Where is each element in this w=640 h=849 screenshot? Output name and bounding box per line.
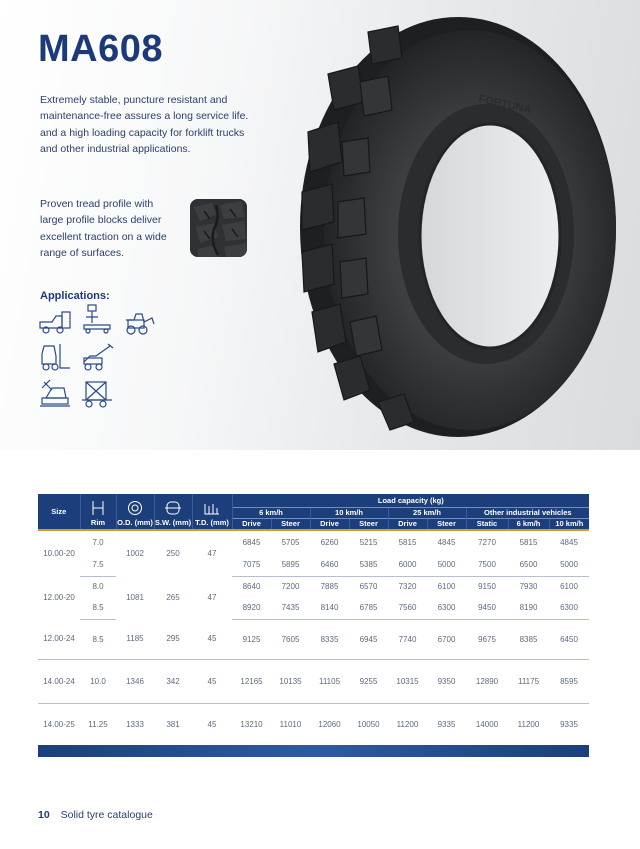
sw-cell: 381 (166, 719, 180, 729)
value-cell: 10315 (388, 659, 427, 703)
value-cell: 9335 (560, 719, 578, 729)
td-cell: 47 (207, 593, 217, 602)
col-sw-header (154, 494, 192, 529)
steer-header: Steer (271, 518, 310, 529)
drive-header: Drive (388, 518, 427, 529)
value-cell: 7500 (466, 553, 508, 576)
table-row (38, 659, 589, 703)
speed-6-header: 6 km/h (232, 507, 310, 518)
od-cell: 1185 (116, 619, 154, 659)
static-header: Static (466, 518, 508, 529)
value-cell: 8920 (232, 597, 271, 619)
tyre-image (298, 12, 628, 442)
page-number: 10 (38, 809, 50, 821)
size-cell: 10.00-20 (43, 549, 75, 558)
intro-line: Extremely stable, puncture resistant and (40, 94, 228, 106)
value-cell: 5705 (281, 537, 300, 547)
td-cell: 45 (192, 619, 232, 659)
value-cell: 5895 (271, 553, 310, 576)
size-cell: 14.00-24 (38, 659, 80, 703)
speed-10-header: 10 km/h (310, 507, 388, 518)
feature-line: excellent traction on a wide (40, 230, 167, 243)
td-cell: 47 (207, 549, 217, 558)
value-cell: 5815 (519, 537, 538, 547)
table-row (38, 619, 589, 659)
value-cell: 5215 (359, 537, 378, 547)
value-cell: 7075 (232, 553, 271, 576)
value-cell: 5815 (398, 537, 417, 547)
table-row (38, 703, 589, 745)
value-cell: 6100 (437, 582, 456, 592)
tow-tractor-icon (38, 306, 72, 338)
intro-line: maintenance-free assures a long service life. (40, 110, 249, 123)
value-cell: 6100 (560, 582, 578, 592)
steer-header: Steer (427, 518, 466, 529)
value-cell: 6300 (427, 597, 466, 619)
other-vehicles-header: Other industrial vehicles (466, 507, 589, 518)
value-cell: 13210 (240, 719, 263, 729)
speed-25-header: 25 km/h (388, 507, 466, 518)
forklift-icon (38, 342, 72, 374)
value-cell: 7435 (271, 597, 310, 619)
value-cell: 6260 (320, 537, 339, 547)
rim-cell: 10.0 (80, 659, 116, 703)
intro-line: and other industrial applications. (40, 142, 191, 155)
td-cell: 45 (192, 659, 232, 703)
tread-detail-image (190, 199, 247, 257)
value-cell: 9350 (427, 659, 466, 703)
value-cell: 4845 (437, 537, 456, 547)
table-footer-bar (38, 745, 589, 757)
sw-label: S.W. (mm) (154, 518, 192, 527)
intro-line: and a high loading capacity for forklift trucks (40, 126, 245, 139)
od-cell: 1002 (126, 549, 144, 558)
table-row (38, 576, 589, 597)
value-cell: 8335 (310, 619, 349, 659)
od-cell: 1346 (116, 659, 154, 703)
value-cell: 11010 (279, 719, 302, 729)
value-cell: 9150 (478, 582, 496, 592)
td-cell: 45 (207, 719, 217, 729)
value-cell: 8640 (242, 582, 261, 592)
load-capacity-header: Load capacity (kg) (232, 494, 589, 507)
value-cell: 12165 (232, 659, 271, 703)
sw-cell: 265 (166, 593, 180, 602)
value-cell: 6450 (549, 619, 589, 659)
od-cell: 1333 (126, 719, 144, 729)
rim-cell: 8.5 (80, 597, 116, 619)
rim-cell: 11.25 (88, 719, 108, 729)
steer-header: Steer (349, 518, 388, 529)
outer-diameter-icon (127, 500, 143, 516)
value-cell: 9255 (349, 659, 388, 703)
col-rim-header (80, 494, 116, 529)
table-row (38, 531, 589, 553)
value-cell: 7200 (281, 582, 300, 592)
value-cell: 8190 (508, 597, 549, 619)
feature-line: large profile blocks deliver (40, 214, 162, 227)
value-cell: 7885 (320, 582, 339, 592)
tread-feature-text (40, 196, 190, 261)
load-capacity-table (38, 494, 589, 757)
od-label: O.D. (mm) (117, 518, 153, 527)
section-width-icon (164, 500, 182, 516)
rim-cell: 8.5 (80, 619, 116, 659)
sw-cell: 295 (154, 619, 192, 659)
value-cell: 5385 (349, 553, 388, 576)
drive-header: Drive (232, 518, 271, 529)
tread-depth-icon (203, 500, 221, 516)
aerial-work-platform-icon (80, 303, 114, 335)
value-cell: 14000 (475, 719, 499, 729)
td-label: T.D. (mm) (195, 518, 229, 527)
tyre-brand-text: FORTUNA (477, 93, 533, 117)
drive-header: Drive (310, 518, 349, 529)
value-cell: 11105 (310, 659, 349, 703)
value-cell: 7740 (388, 619, 427, 659)
value-cell: 10135 (271, 659, 310, 703)
value-cell: 6500 (508, 553, 549, 576)
rim-label: Rim (90, 518, 106, 527)
rim-cell: 7.5 (80, 553, 116, 576)
size-cell: 12.00-24 (38, 619, 80, 659)
value-cell: 6300 (549, 597, 589, 619)
col-size-header: Size (38, 494, 80, 529)
value-cell: 6845 (242, 537, 261, 547)
telehandler-icon (80, 342, 114, 374)
other-6-header: 6 km/h (508, 518, 549, 529)
feature-line: Proven tread profile with (40, 198, 154, 210)
value-cell: 6460 (310, 553, 349, 576)
value-cell: 9675 (466, 619, 508, 659)
value-cell: 9125 (232, 619, 271, 659)
od-cell: 1081 (126, 593, 144, 602)
value-cell: 11200 (517, 719, 540, 729)
rim-icon (90, 500, 106, 516)
value-cell: 6700 (427, 619, 466, 659)
rim-cell: 8.0 (92, 582, 104, 592)
value-cell: 10050 (357, 719, 380, 729)
value-cell: 9450 (466, 597, 508, 619)
value-cell: 6945 (349, 619, 388, 659)
wheel-loader-icon (122, 306, 156, 338)
applications-title: Applications: (40, 290, 110, 302)
sweeper-icon (38, 378, 72, 410)
value-cell: 8140 (310, 597, 349, 619)
value-cell: 7560 (388, 597, 427, 619)
other-10-header: 10 km/h (549, 518, 589, 529)
value-cell: 7605 (271, 619, 310, 659)
page-footer (38, 809, 153, 821)
value-cell: 7930 (519, 582, 538, 592)
size-cell: 12.00-20 (43, 593, 75, 602)
value-cell: 6570 (359, 582, 378, 592)
catalogue-title: Solid tyre catalogue (60, 809, 153, 821)
value-cell: 12060 (318, 719, 341, 729)
value-cell: 5000 (549, 553, 589, 576)
feature-line: range of surfaces. (40, 246, 125, 259)
value-cell: 11200 (396, 719, 419, 729)
value-cell: 12890 (466, 659, 508, 703)
value-cell: 8385 (508, 619, 549, 659)
value-cell: 9335 (437, 719, 456, 729)
value-cell: 11175 (508, 659, 549, 703)
value-cell: 4845 (560, 537, 578, 547)
size-cell: 14.00-25 (43, 719, 75, 729)
value-cell: 8595 (549, 659, 589, 703)
product-intro (40, 92, 280, 157)
value-cell: 6000 (388, 553, 427, 576)
value-cell: 5000 (427, 553, 466, 576)
value-cell: 7270 (478, 537, 496, 547)
rim-cell: 7.0 (92, 537, 104, 547)
col-od-header (116, 494, 154, 529)
trailer-cart-icon (80, 378, 114, 410)
sw-cell: 342 (154, 659, 192, 703)
value-cell: 6785 (349, 597, 388, 619)
value-cell: 7320 (398, 582, 417, 592)
sw-cell: 250 (166, 549, 180, 558)
product-title: MA608 (38, 28, 163, 70)
col-td-header (192, 494, 232, 529)
